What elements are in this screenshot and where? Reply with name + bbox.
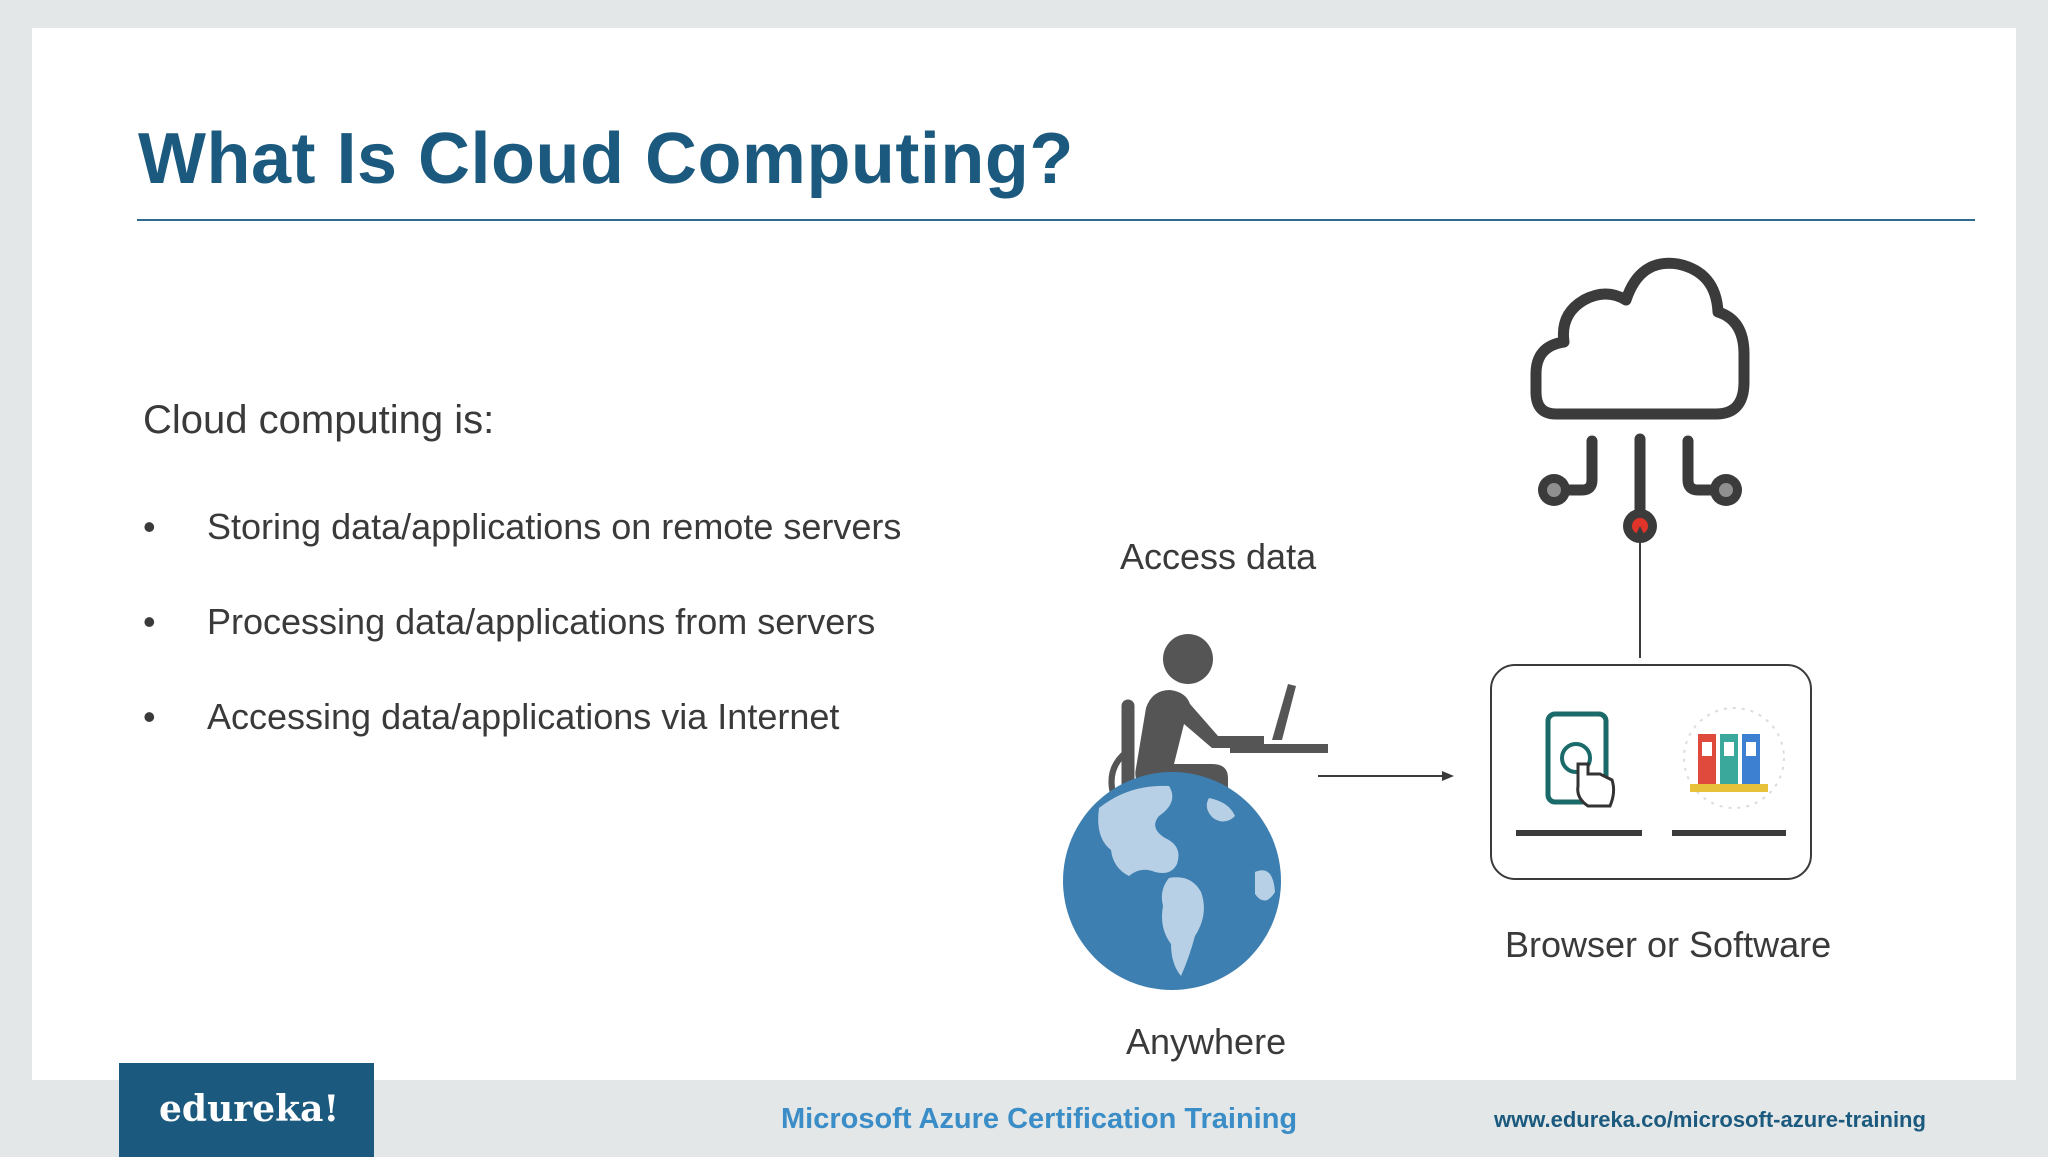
cloud-network-icon [1530, 234, 1750, 554]
bullet-dot: • [143, 696, 156, 737]
bullet-text: Storing data/applications on remote servers [207, 506, 902, 547]
anywhere-label: Anywhere [1126, 1021, 1287, 1062]
browser-software-label: Browser or Software [1505, 924, 1832, 965]
bullet-text: Accessing data/applications via Internet [207, 696, 840, 737]
slide-title: What Is Cloud Computing? [138, 119, 1074, 199]
logo-text: edureka! [159, 1088, 340, 1130]
binders-icon [1668, 694, 1800, 854]
arrow-up-icon [1630, 524, 1650, 664]
tablet-touch-icon [1512, 694, 1662, 854]
course-title: Microsoft Azure Certification Training [781, 1103, 1298, 1135]
slide-subtitle: Cloud computing is: [143, 398, 495, 442]
bullet-dot: • [143, 506, 156, 547]
bullet-dot: • [143, 601, 156, 642]
bullet-text: Processing data/applications from servers [207, 601, 876, 642]
arrow-right-icon [1318, 766, 1458, 786]
edureka-logo[interactable] [119, 1063, 374, 1157]
title-divider [137, 219, 1975, 221]
globe-icon [1059, 768, 1285, 994]
slide [32, 28, 2016, 1080]
access-data-label: Access data [1120, 536, 1317, 577]
course-url-link[interactable]: www.edureka.co/microsoft-azure-training [1494, 1107, 1926, 1132]
